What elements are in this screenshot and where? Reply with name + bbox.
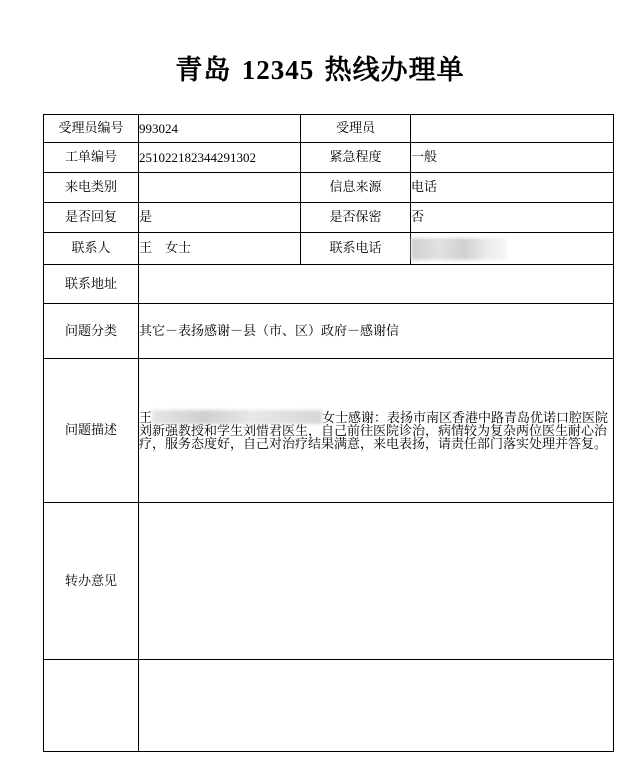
reply-value: 是: [139, 203, 301, 233]
urgency-value: 一般: [411, 143, 614, 173]
table-row: [44, 233, 614, 265]
redacted-name: [152, 410, 322, 424]
source-label: 信息来源: [301, 173, 411, 203]
table-row: [44, 304, 614, 359]
table-row: [44, 143, 614, 173]
hotline-form-table: [43, 114, 614, 752]
empty-value: [139, 660, 614, 752]
description-text-2: 医院刘新强教授和学生刘惜君医生，自己前往医院诊治，病情较为复杂两位医生耐心治疗，服务态度好，自己对治疗结果满意，来电表扬，请责任部门落实处理并答复。: [139, 411, 609, 452]
description-value: [139, 359, 614, 503]
empty-label: [44, 660, 139, 752]
handling-label: 转办意见: [44, 503, 139, 660]
description-name: 王: [139, 411, 153, 426]
description-text-1: 女士感谢：表扬市南区香港中路青岛优诺口腔: [322, 411, 583, 426]
redacted-phone: [411, 238, 506, 260]
source-value: 电话: [411, 173, 614, 203]
operator-id-label: 受理员编号: [44, 115, 139, 143]
category-label: 问题分类: [44, 304, 139, 359]
urgency-label: 紧急程度: [301, 143, 411, 173]
call-type-value: [139, 173, 301, 203]
table-row: [44, 503, 614, 660]
contact-label: 联系人: [44, 233, 139, 265]
confidential-label: 是否保密: [301, 203, 411, 233]
table-row: [44, 115, 614, 143]
reply-label: 是否回复: [44, 203, 139, 233]
confidential-value: 否: [411, 203, 614, 233]
address-value: [139, 265, 614, 304]
ticket-no-label: 工单编号: [44, 143, 139, 173]
table-row: [44, 359, 614, 503]
call-type-label: 来电类别: [44, 173, 139, 203]
address-label: 联系地址: [44, 265, 139, 304]
contact-value: 王 女士: [139, 233, 301, 265]
table-row: [44, 203, 614, 233]
operator-value: [411, 115, 614, 143]
page-title: 青岛 12345 热线办理单: [175, 55, 465, 86]
handling-value: [139, 503, 614, 660]
operator-label: 受理员: [301, 115, 411, 143]
table-row: [44, 660, 614, 752]
category-value: 其它－表扬感谢－县（市、区）政府－感谢信: [139, 304, 614, 359]
phone-label: 联系电话: [301, 233, 411, 265]
description-label: 问题描述: [44, 359, 139, 503]
table-row: [44, 265, 614, 304]
operator-id-value: 993024: [139, 115, 301, 143]
ticket-no-value: 251022182344291302: [139, 143, 301, 173]
table-row: [44, 173, 614, 203]
phone-value: [411, 233, 614, 265]
